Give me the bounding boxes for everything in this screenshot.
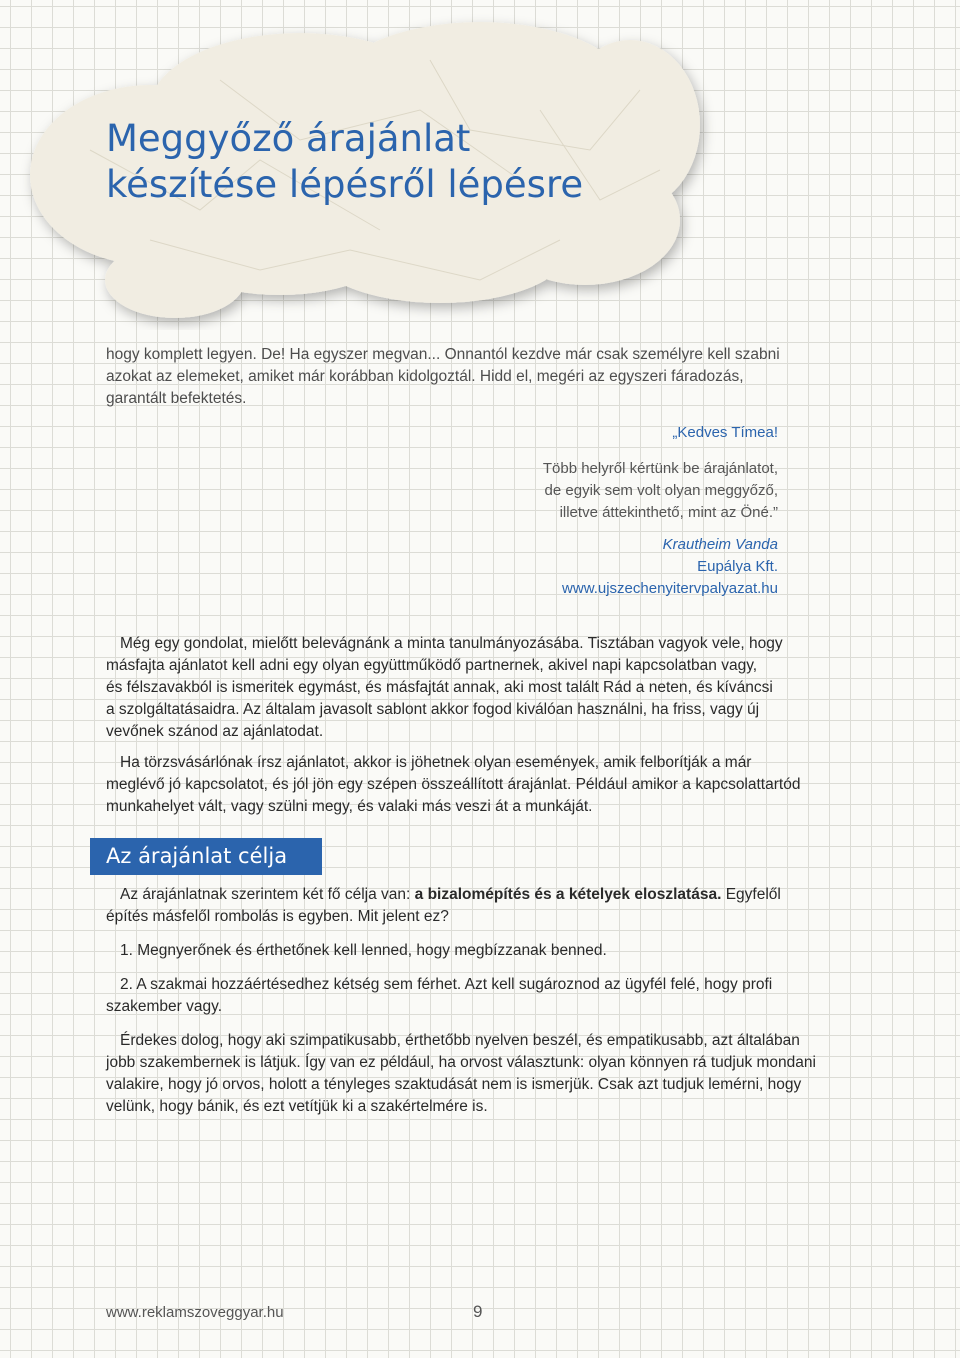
- testimonial-quote: [543, 422, 778, 524]
- para1-line-5: vevőnek szánod az ajánlatodat.: [106, 723, 324, 740]
- item2-line-1: 2. A szakmai hozzáértésedhez kétség sem férhet. Azt kell sugároznod az ügyfél felé, hogy profi: [120, 976, 773, 993]
- page-number: 9: [473, 1302, 483, 1321]
- intro-line-2: azokat az elemeket, amiket már korábban kidolgoztál. Hidd el, megéri az egyszeri fáradozás,: [106, 368, 744, 385]
- para3-line-2: jobb szakembernek is látjuk. Így van ez például, ha orvost választunk: olyan könnyen rá tudjuk mondani: [106, 1054, 816, 1071]
- goal-line-2: építés másfelől rombolás is egyben. Mit jelent ez?: [106, 908, 449, 925]
- page-title: [106, 116, 583, 208]
- testimonial-company: Eupálya Kft.: [697, 558, 778, 575]
- title-line-2: készítése lépésről lépésre: [106, 163, 584, 206]
- goal-line-1-bold: a bizalomépítés és a kételyek eloszlatása.: [414, 886, 722, 903]
- goal-line-1-start: Az árajánlatnak szerintem két fő célja van:: [120, 886, 415, 903]
- intro-line-3: garantált befektetés.: [106, 390, 247, 407]
- para1-line-3: és félszavakból is ismeritek egymást, és másfajtát annak, aki most talált Rád a neten, és kíváncsi: [106, 679, 773, 696]
- item1-text: 1. Megnyerőnek és érthetőnek kell lenned, hogy megbízzanak benned.: [120, 942, 607, 959]
- testimonial-line-3: illetve áttekinthető, mint az Öné.”: [559, 504, 778, 521]
- para2-line-1: Ha törzsvásárlónak írsz ajánlatot, akkor is jöhetnek olyan események, amik felborítják a már: [120, 754, 752, 771]
- paragraph-3: [106, 1030, 846, 1118]
- testimonial-greeting: „Kedves Tímea!: [672, 424, 778, 441]
- footer-website[interactable]: www.reklamszoveggyar.hu: [106, 1304, 284, 1321]
- para3-line-4: velünk, hogy bánik, és ezt vetítjük ki a szakértelmére is.: [106, 1098, 488, 1115]
- para1-line-4: a szolgáltatásaidra. Az általam javasolt sablont akkor fogod kiválóan használni, ha friss, vagy új: [106, 701, 760, 718]
- testimonial-name: Krautheim Vanda: [662, 536, 778, 553]
- goal-line-1-end: Egyfelől: [721, 886, 781, 903]
- intro-paragraph: [106, 344, 846, 410]
- para3-line-3: valakire, hogy jó orvos, holott a tényleges szaktudását nem is ismerjük. Csak azt tudjuk lemérni, hogy: [106, 1076, 802, 1093]
- title-line-1: Meggyőző árajánlat: [106, 117, 471, 160]
- testimonial-website: www.ujszechenyitervpalyazat.hu: [562, 580, 778, 597]
- para3-line-1: Érdekes dolog, hogy aki szimpatikusabb, érthetőbb nyelven beszél, és empatikusabb, azt általában: [120, 1032, 800, 1049]
- para1-line-2: másfajta ajánlatot kell adni egy olyan együttműködő partnernek, akivel napi kapcsolatban vagy,: [106, 657, 758, 674]
- para2-line-3: munkahelyet vált, vagy szülni megy, és valaki más veszi át a munkáját.: [106, 798, 593, 815]
- section-heading: Az árajánlat célja: [90, 838, 322, 875]
- goal-paragraph: [106, 884, 846, 928]
- intro-line-1: hogy komplett legyen. De! Ha egyszer megvan... Onnantól kezdve már csak személyre kell szabni: [106, 346, 780, 363]
- paragraph-2: [106, 752, 846, 818]
- paragraph-1: [106, 633, 846, 743]
- testimonial-line-2: de egyik sem volt olyan meggyőző,: [544, 482, 778, 499]
- testimonial-signature: [562, 534, 778, 600]
- para1-line-1: Még egy gondolat, mielőtt belevágnánk a minta tanulmányozásába. Tisztában vagyok vele, hogy: [120, 635, 783, 652]
- item2-line-2: szakember vagy.: [106, 998, 223, 1015]
- list-item-1: [106, 940, 846, 962]
- para2-line-2: meglévő jó kapcsolatot, és jól jön egy szépen összeállított árajánlat. Például amikor a kapcsolattartód: [106, 776, 801, 793]
- list-item-2: [106, 974, 846, 1018]
- testimonial-line-1: Több helyről kértünk be árajánlatot,: [542, 460, 778, 477]
